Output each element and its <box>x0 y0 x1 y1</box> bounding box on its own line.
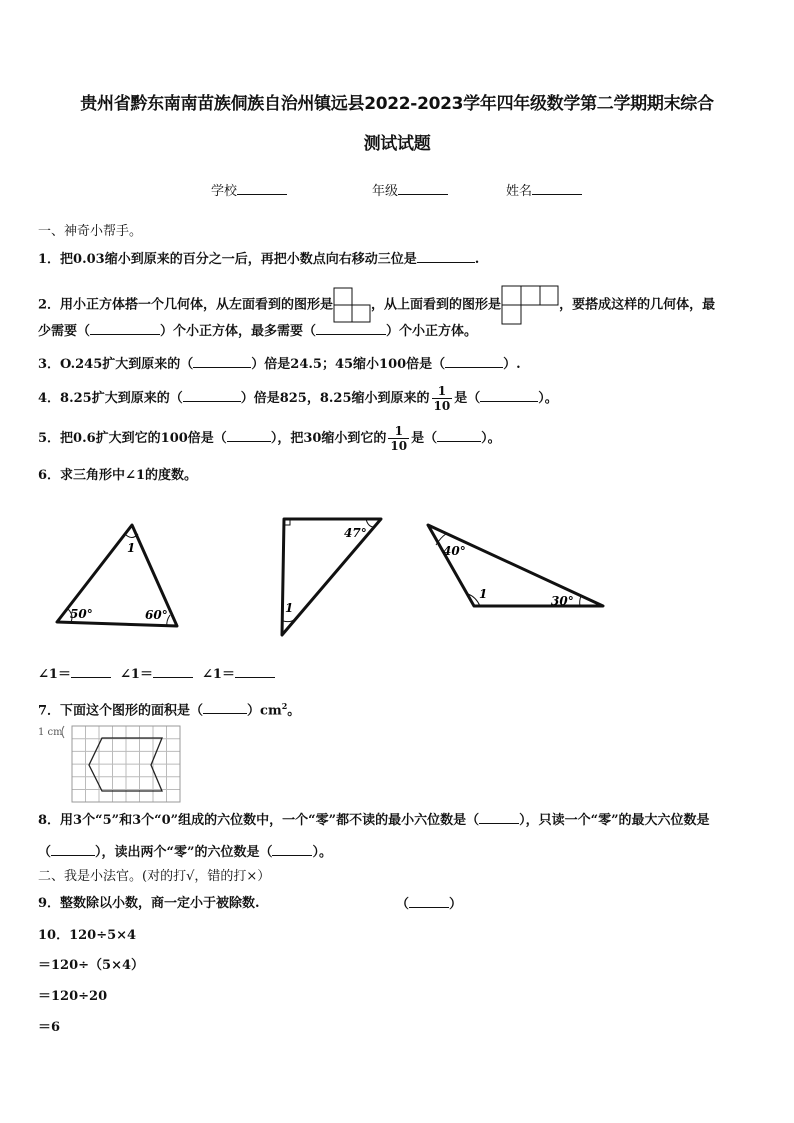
question-4 <box>38 383 558 415</box>
question-7 <box>38 697 300 720</box>
area-grid-figure <box>62 725 182 805</box>
q4-d: ）。 <box>538 391 558 406</box>
q9-paren-open: （ <box>396 897 410 912</box>
q6-answer-label-2: ∠1＝ <box>120 667 153 682</box>
q5-c: 是（ <box>411 431 438 446</box>
q2-line2a: 少需要（ <box>38 324 91 339</box>
tri2-angle-top-label: 47° <box>344 526 367 540</box>
tri1-angle-left-label: 50° <box>70 607 93 621</box>
q3-blank1[interactable] <box>193 355 251 368</box>
q7-sup: 2 <box>281 701 288 711</box>
q3-a: 3．O.245扩大到原来的（ <box>38 357 194 372</box>
tri1-angle-top-label: 1 <box>127 541 136 555</box>
q6-answers <box>38 665 275 684</box>
q4-a: 4．8.25扩大到原来的（ <box>38 391 183 406</box>
q9-blank[interactable] <box>409 895 449 908</box>
q2-part1: 2．用小正方体搭一个几何体，从左面看到的图形是 <box>38 297 334 313</box>
question-3 <box>38 355 521 374</box>
tri3-angle-right-label: 30° <box>551 594 574 608</box>
top-view-figure <box>501 285 559 325</box>
question-10-line1: 10．120÷5×4 <box>38 928 137 943</box>
question-10-line4: ＝6 <box>38 1020 61 1035</box>
q3-c: ）. <box>503 357 521 372</box>
name-field <box>506 182 582 201</box>
triangles-figure <box>40 505 620 650</box>
q5-a: 5．把0.6扩大到它的100倍是（ <box>38 431 227 446</box>
name-blank[interactable] <box>532 182 582 195</box>
q2-part3: ，要搭成这样的几何体，最 <box>559 297 716 313</box>
q9-answer <box>396 895 462 914</box>
q6-blank2[interactable] <box>153 665 193 678</box>
question-2-line2 <box>38 322 477 341</box>
tri3-angle-left-label: 40° <box>443 544 466 558</box>
document-title-line2: 测试试题 <box>363 134 431 154</box>
left-view-figure <box>333 287 371 323</box>
school-blank[interactable] <box>237 182 287 195</box>
q6-answer-label-1: ∠1＝ <box>38 667 71 682</box>
section1-heading: 一、神奇小帮手。 <box>38 224 143 239</box>
q5-d: ）。 <box>481 431 501 446</box>
q1-text: 1．把0.03缩小到原来的百分之一后，再把小数点向右移动三位是 <box>38 252 417 267</box>
q5-fraction: $\frac{1}{10}$ <box>390 424 408 453</box>
q9-paren-close: ） <box>449 897 463 912</box>
q8-line2c: ）。 <box>312 845 332 860</box>
triangle-2 <box>282 519 381 635</box>
grade-label: 年级 <box>372 184 399 199</box>
q7-c: 。 <box>287 703 301 719</box>
tri3-angle-mid-label: 1 <box>479 587 488 601</box>
q1-end: . <box>474 252 480 267</box>
q8-line1b: ），只读一个“零”的最大六位数是 <box>519 813 710 828</box>
question-2 <box>38 285 715 325</box>
question-1 <box>38 250 479 269</box>
q2-line2c: ）个小正方体。 <box>386 324 478 339</box>
q3-blank2[interactable] <box>445 355 503 368</box>
q5-blank1[interactable] <box>227 429 271 442</box>
q2-min-blank[interactable] <box>90 322 160 335</box>
question-6: 6．求三角形中∠1的度数。 <box>38 468 197 483</box>
q4-b: ）倍是825，8.25缩小到原来的 <box>240 391 430 406</box>
triangle-1 <box>57 525 177 626</box>
question-9: 9．整数除以小数，商一定小于被除数. <box>38 896 260 911</box>
section2-heading: 二、我是小法官。(对的打√，错的打×） <box>38 869 271 884</box>
q2-max-blank[interactable] <box>316 322 386 335</box>
school-label: 学校 <box>211 184 238 199</box>
q2-part2: ，从上面看到的图形是 <box>371 297 502 313</box>
name-label: 姓名 <box>506 184 533 199</box>
q7-b: ）cm <box>247 703 282 719</box>
question-8 <box>38 811 710 830</box>
q7-blank[interactable] <box>203 701 247 714</box>
q2-line2b: ）个小正方体，最多需要（ <box>160 324 317 339</box>
q1-answer-blank[interactable] <box>417 250 475 263</box>
q7-a: 7．下面这个图形的面积是（ <box>38 703 204 719</box>
grade-field <box>372 182 448 201</box>
scale-label: 1 cm <box>38 727 63 738</box>
tri2-angle-bottom-label: 1 <box>285 601 294 615</box>
triangle-3 <box>428 525 603 608</box>
q4-blank2[interactable] <box>480 389 538 402</box>
q6-answer-label-3: ∠1＝ <box>202 667 235 682</box>
q3-b: ）倍是24.5；45缩小100倍是（ <box>251 357 446 372</box>
q6-blank3[interactable] <box>235 665 275 678</box>
q4-fraction: $\frac{1}{10}$ <box>433 384 451 413</box>
q8-blank2[interactable] <box>51 843 95 856</box>
grade-blank[interactable] <box>398 182 448 195</box>
tri1-angle-right-label: 60° <box>145 608 168 622</box>
q8-line1a: 8．用3个“5”和3个“0”组成的六位数中，一个“零”都不读的最小六位数是（ <box>38 813 480 828</box>
q5-blank2[interactable] <box>437 429 481 442</box>
school-field <box>211 182 287 201</box>
q8-line2b: ），读出两个“零”的六位数是（ <box>95 845 273 860</box>
q8-blank3[interactable] <box>272 843 312 856</box>
q4-blank1[interactable] <box>183 389 241 402</box>
question-5 <box>38 423 501 455</box>
q4-c: 是（ <box>454 391 481 406</box>
question-10-line2: ＝120÷（5×4） <box>38 958 145 973</box>
q6-blank1[interactable] <box>71 665 111 678</box>
document-title-line1: 贵州省黔东南南苗族侗族自治州镇远县2022-2023学年四年级数学第二学期期末综合 <box>80 94 714 114</box>
question-10-line3: ＝120÷20 <box>38 989 108 1004</box>
question-8-line2 <box>38 843 332 862</box>
q8-line2a: （ <box>38 845 52 860</box>
q5-b: ），把30缩小到它的 <box>270 431 387 446</box>
q8-blank1[interactable] <box>479 811 519 824</box>
